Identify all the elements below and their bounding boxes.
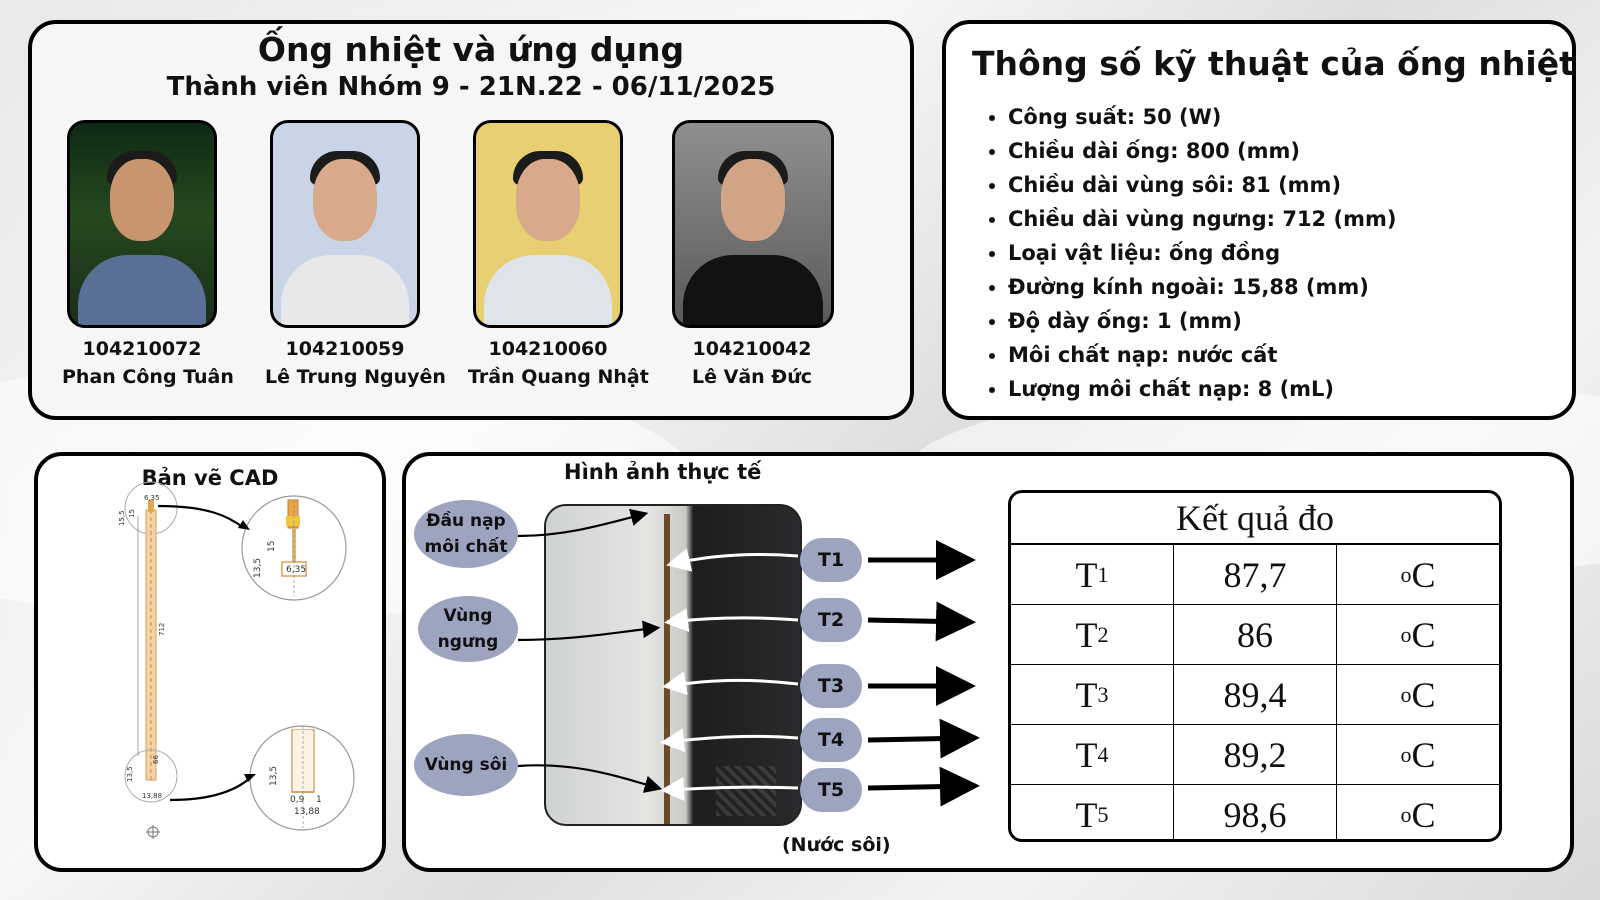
real-title: Hình ảnh thực tế — [564, 460, 762, 484]
sensor-symbol: T 4 — [1075, 734, 1109, 775]
spec-item: • Loại vật liệu: ống đồng — [1008, 236, 1396, 270]
cad-dim-label: 66 — [152, 755, 160, 764]
spec-item: • Chiều dài vùng ngưng: 712 (mm) — [1008, 202, 1396, 236]
sensor-label-t4: T4 — [800, 718, 862, 762]
sensor-label-t5: T5 — [800, 768, 862, 812]
callout-condense: Vùng ngưng — [418, 596, 518, 662]
temperature-value: 89,2 — [1173, 725, 1336, 784]
spec-list — [986, 100, 1396, 406]
cad-dim-label: 0,9 — [290, 795, 305, 805]
temperature-value: 87,7 — [1173, 545, 1336, 604]
real-panel — [402, 452, 1574, 872]
callout-boil: Vùng sôi — [414, 734, 518, 796]
results-table-title: Kết quả đo — [1011, 493, 1499, 545]
table-row — [1011, 604, 1499, 664]
sensor-label-t2: T2 — [800, 598, 862, 642]
member-id: 104210042 — [692, 338, 812, 360]
cad-dim-label: 15,5 — [118, 510, 126, 526]
member-card — [62, 120, 234, 388]
temperature-unit: o C — [1336, 785, 1499, 842]
result-arrow — [868, 620, 966, 622]
cad-panel — [34, 452, 386, 872]
cad-dim-label: 712 — [158, 622, 166, 636]
spec-item: • Công suất: 50 (W) — [1008, 100, 1396, 134]
sensor-symbol: T 1 — [1075, 554, 1109, 595]
member-photo — [672, 120, 834, 328]
sensor-symbol: T 2 — [1075, 614, 1109, 655]
member-photo — [67, 120, 217, 328]
specs-panel — [942, 20, 1576, 420]
page-title: Ống nhiệt và ứng dụng — [257, 30, 685, 69]
member-card — [672, 120, 832, 388]
member-id: 104210059 — [285, 338, 405, 360]
member-name: Lê Trung Nguyên — [265, 366, 446, 388]
sensor-symbol: T 5 — [1075, 794, 1109, 835]
table-row — [1011, 784, 1499, 842]
cad-dim-label: 15 — [267, 540, 277, 552]
sensor-symbol: T 3 — [1075, 674, 1109, 715]
cad-arrow — [170, 778, 250, 800]
team-subtitle: Thành viên Nhóm 9 - 21N.22 - 06/11/2025 — [166, 72, 776, 102]
member-photo — [473, 120, 623, 328]
specs-title: Thông số kỹ thuật của ống nhiệt — [972, 44, 1575, 83]
cad-dim-label: 6,35 — [144, 494, 160, 502]
cad-dim-label: 6,35 — [286, 565, 307, 575]
table-row — [1011, 664, 1499, 724]
member-card — [265, 120, 446, 388]
table-row — [1011, 545, 1499, 604]
temperature-unit: o C — [1336, 725, 1499, 784]
temperature-value: 89,4 — [1173, 665, 1336, 724]
member-card — [468, 120, 649, 388]
cad-dim-label: 13,5 — [253, 557, 263, 578]
temperature-unit: o C — [1336, 545, 1499, 604]
temperature-unit: o C — [1336, 665, 1499, 724]
result-arrow — [868, 738, 970, 740]
boil-note: (Nước sôi) — [782, 834, 891, 856]
results-table — [1008, 490, 1502, 842]
callout-fill: Đầu nạp môi chất — [414, 500, 518, 568]
member-name: Lê Văn Đức — [692, 366, 812, 388]
sensor-label-t3: T3 — [800, 664, 862, 708]
cad-dim-label: 13,88 — [142, 792, 163, 800]
temperature-value: 86 — [1173, 605, 1336, 664]
member-id: 104210060 — [488, 338, 608, 360]
result-arrow — [868, 786, 970, 788]
cad-dim-label: 1 — [316, 795, 322, 805]
heat-pipe-photo — [544, 504, 802, 826]
sensor-label-t1: T1 — [800, 538, 862, 582]
spec-item: • Chiều dài ống: 800 (mm) — [1008, 134, 1396, 168]
team-panel — [28, 20, 914, 420]
member-photo — [270, 120, 420, 328]
cad-dim-label: 13,88 — [294, 807, 320, 817]
table-row — [1011, 724, 1499, 784]
member-id: 104210072 — [82, 338, 202, 360]
cad-title: Bản vẽ CAD — [141, 466, 279, 490]
spec-item: • Môi chất nạp: nước cất — [1008, 338, 1396, 372]
spec-item: • Chiều dài vùng sôi: 81 (mm) — [1008, 168, 1396, 202]
cad-dim-label: 13,5 — [269, 765, 279, 786]
spec-item: • Đường kính ngoài: 15,88 (mm) — [1008, 270, 1396, 304]
cad-dim-label: 13,5 — [126, 766, 134, 782]
cad-dim-label: 15 — [128, 509, 136, 518]
temperature-value: 98,6 — [1173, 785, 1336, 842]
cad-drawing — [38, 456, 382, 868]
member-name: Trần Quang Nhật — [468, 366, 649, 388]
spec-item: • Lượng môi chất nạp: 8 (mL) — [1008, 372, 1396, 406]
member-name: Phan Công Tuân — [62, 366, 234, 388]
spec-item: • Độ dày ống: 1 (mm) — [1008, 304, 1396, 338]
temperature-unit: o C — [1336, 605, 1499, 664]
copper-pipe — [664, 514, 670, 824]
